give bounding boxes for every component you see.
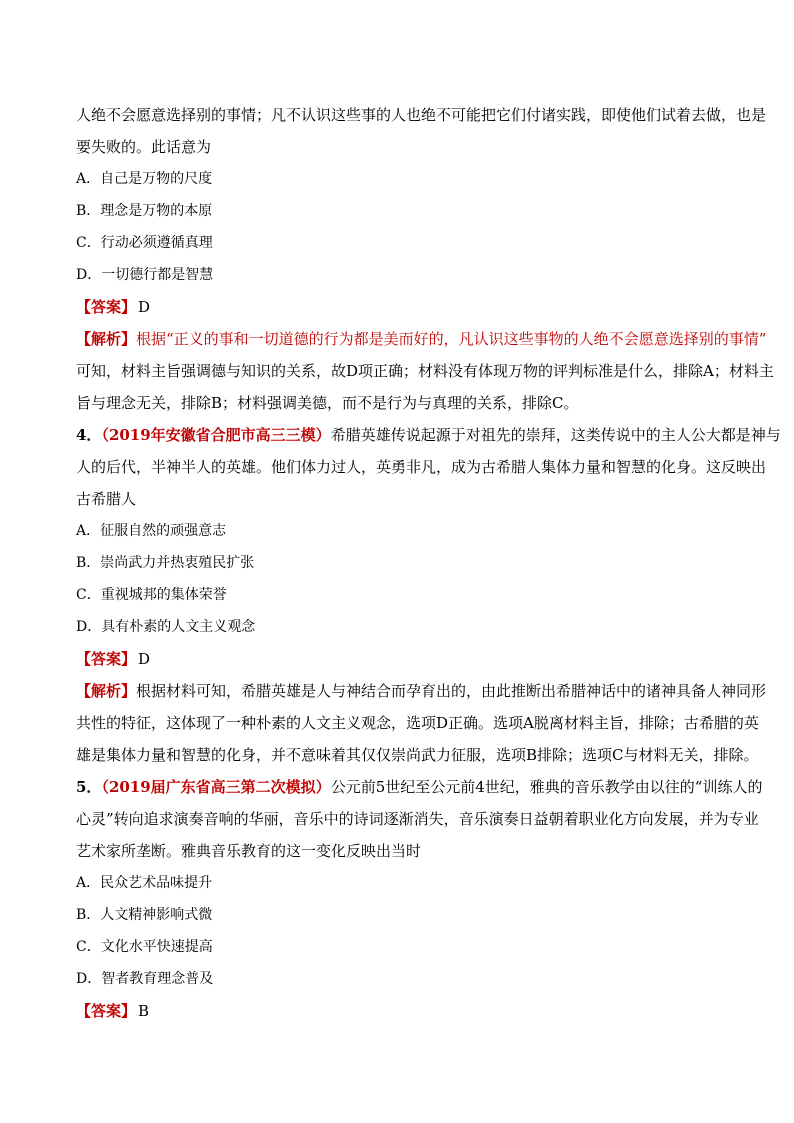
question-source: （2019届广东省高三第二次模拟） — [101, 778, 331, 796]
q4-option-b: B．崇尚武力并热衷殖民扩张 — [76, 555, 255, 571]
q3-answer — [76, 291, 726, 323]
q4-answer — [76, 643, 726, 675]
analysis-quote: 根据“正义的事和一切道德的行为都是美而好的，凡认识这些事物的人绝不会愿意选择别的事情” — [136, 330, 767, 348]
q3-analysis-line-2: 可知，材料主旨强调德与知识的关系，故D项正确；材料没有体现万物的评判标准是什么，排除A；材料主 — [76, 362, 774, 380]
q5-stem-start: 公元前5世纪至公元前4世纪，雅典的音乐教学由以往的“训练人的 — [330, 778, 763, 796]
analysis-label: 【解析】 — [76, 682, 137, 700]
q4-analysis-line-3: 雄是集体力量和智慧的化身，并不意味着其仅仅崇尚武力征服，选项B排除；选项C与材料无关，排除。 — [76, 746, 759, 764]
q5-answer — [76, 995, 726, 1027]
answer-label: 【答案】 — [76, 298, 137, 316]
q4-stem-start: 希腊英雄传说起源于对祖先的崇拜，这类传说中的主人公大都是神与 — [330, 426, 781, 444]
answer-value: D — [138, 298, 151, 316]
page-content — [76, 99, 781, 1027]
q4-analysis-line-2: 共性的特征，这体现了一种朴素的人文主义观念，选项D正确。选项A脱离材料主旨，排除；古希腊的英 — [76, 714, 759, 732]
q3-option-d: D．一切德行都是智慧 — [76, 267, 214, 283]
q3-option-b: B．理念是万物的本原 — [76, 203, 213, 219]
q3-analysis-line-3: 旨与理念无关，排除B；材料强调美德，而不是行为与真理的关系，排除C。 — [76, 394, 579, 412]
question-number: 4． — [76, 426, 102, 444]
q5-stem-line-1 — [76, 771, 763, 803]
q5-option-b: B．人文精神影响式微 — [76, 907, 213, 923]
q4-analysis-line-1 — [76, 675, 767, 707]
q5-option-d: D．智者教育理念普及 — [76, 971, 214, 987]
q4-stem-line-1 — [76, 419, 781, 451]
q4-option-d: D．具有朴素的人文主义观念 — [76, 619, 256, 635]
q5-stem-line-3: 艺术家所垄断。雅典音乐教育的这一变化反映出当时 — [76, 842, 422, 860]
q4-option-c: C．重视城邦的集体荣誉 — [76, 587, 227, 603]
q5-option-c: C．文化水平快速提高 — [76, 939, 213, 955]
analysis-label: 【解析】 — [76, 330, 137, 348]
question-source: （2019年安徽省合肥市高三三模） — [101, 426, 331, 444]
q3-stem-line-2: 要失败的。此话意为 — [76, 138, 212, 156]
q3-option-c: C．行动必须遵循真理 — [76, 235, 213, 251]
q3-analysis-line-1 — [76, 323, 767, 355]
answer-label: 【答案】 — [76, 650, 137, 668]
q4-option-a: A．征服自然的顽强意志 — [76, 523, 227, 539]
analysis-text: 根据材料可知，希腊英雄是人与神结合而孕育出的，由此推断出希腊神话中的诸神具备人神同形 — [136, 682, 767, 700]
q4-stem-line-2: 人的后代，半神半人的英雄。他们体力过人，英勇非凡，成为古希腊人集体力量和智慧的化身。这反映出 — [76, 458, 767, 476]
answer-label: 【答案】 — [76, 1002, 137, 1020]
answer-value: B — [138, 1002, 150, 1020]
q3-option-a: A．自己是万物的尺度 — [76, 171, 213, 187]
q5-option-a: A．民众艺术品味提升 — [76, 875, 213, 891]
q3-stem-line-1: 人绝不会愿意选择别的事情；凡不认识这些事的人也绝不可能把它们付诸实践，即使他们试着去做，也是 — [76, 106, 767, 124]
q5-stem-line-2: 心灵”转向追求演奏音响的华丽，音乐中的诗词逐渐消失，音乐演奏日益朝着职业化方向发展，并为专业 — [76, 810, 759, 828]
question-number: 5． — [76, 778, 102, 796]
answer-value: D — [138, 650, 151, 668]
q4-stem-line-3: 古希腊人 — [76, 490, 137, 508]
